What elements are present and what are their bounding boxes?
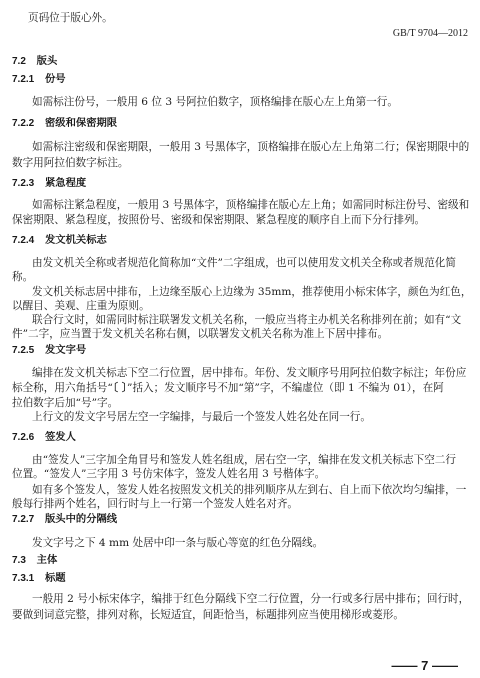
paragraph-line: 由发文机关全称或者规范化简称加“文件”二字组成，也可以使用发文机关全称或者规范化简 [32,257,456,269]
paragraph-line: 如需标注密级和保密期限，一般用 3 号黑体字，顶格编排在版心左上角第二行；保密期限中的 [32,141,470,153]
paragraph-line: 保密期限、紧急程度，按照份号、密级和保密期限、紧急程度的顺序自上而下分行排列。 [12,214,426,226]
standard-number: GB/T 9704—2012 [392,28,468,39]
paragraph-line: 般每行排两个姓名，回行时与上一行第一个签发人姓名对齐。 [12,498,299,510]
section-7-3-heading [12,554,57,567]
section-7-2-5-heading [12,344,86,357]
paragraph-line: 数字用阿拉伯数字标注。 [12,157,129,169]
section-7-2-2-heading [12,117,117,130]
paragraph-line: 由“签发人”三字加全角冒号和签发人姓名组成，居右空一字，编排在发文机关标志下空二行 [32,454,456,466]
paragraph-line: 件”二字，应当置于发文机关名称右侧，以联署发文机关名称为准上下居中排布。 [12,328,389,340]
page-footer [392,658,458,673]
section-7-3-1-heading [12,572,66,585]
section-title: 紧急程度 [45,177,87,189]
section-7-2-1-heading [12,73,66,86]
section-title: 签发人 [45,431,76,443]
section-title: 版头 [36,55,58,67]
paragraph-line: 拉伯数字后加“号”字。 [12,397,119,409]
hexagonal-brackets-glyph: 〔 〕 [112,382,128,394]
section-number: 7.3.1 [12,573,35,584]
section-title: 份号 [45,73,66,85]
section-number: 7.2 [12,56,26,67]
section-number: 7.2.2 [12,118,35,129]
paragraph-line: 上行文的发文字号居左空一字编排，与最后一个签发人姓名处在同一行。 [32,411,371,423]
section-7-2-heading [12,55,57,68]
text-fragment: 标全称，用六角括号“ [12,382,113,394]
footer-dash-right: —— [428,658,458,673]
section-title: 版头中的分隔线 [45,513,118,525]
section-7-2-3-heading [12,177,86,190]
section-number: 7.2.7 [12,514,35,525]
footer-dash-left: —— [391,658,422,673]
section-7-2-4-heading [12,234,107,247]
section-number: 7.2.1 [12,74,35,85]
section-title: 发文字号 [45,344,87,356]
section-title: 发文机关标志 [45,234,107,246]
paragraph-line: 要做到词意完整，排列对称，长短适宜，间距恰当，标题排列应当使用梯形或菱形。 [12,609,404,621]
paragraph-line: 如需标注份号，一般用 6 位 3 号阿拉伯数字，顶格编排在版心左上角第一行。 [32,96,398,108]
top-note: 页码位于版心外。 [28,12,113,24]
paragraph-line: 一般用 2 号小标宋体字，编排于红色分隔线下空二行位置，分一行或多行居中排布；回行时， [32,593,470,605]
paragraph-line: 联合行文时，如需同时标注联署发文机关名称，一般应当将主办机关名称排列在前；如有“文 [32,314,462,326]
paragraph-line: 如有多个签发人，签发人姓名按照发文机关的排列顺序从左到右、自上而下依次均匀编排，一 [32,484,467,496]
section-7-2-6-heading [12,431,76,444]
text-fragment: ”括入；发文顺序号不加“第”字，不编虚位（即 1 不编为 01），在阿 [127,382,444,394]
paragraph-line: 编排在发文机关标志下空二行位置，居中排布。年份、发文顺序号用阿拉伯数字标注；年份应 [32,367,467,379]
section-7-2-7-heading [12,513,117,526]
section-number: 7.2.4 [12,235,35,246]
section-title: 标题 [45,572,66,584]
paragraph-line: 位置。“签发人”三字用 3 号仿宋体字，签发人姓名用 3 号楷体字。 [12,468,326,480]
paragraph-line: 发文机关标志居中排布，上边缘至版心上边缘为 35mm，推荐使用小标宋体字，颜色为红色， [32,286,472,298]
section-number: 7.2.5 [12,345,35,356]
section-title: 密级和保密期限 [45,117,118,129]
paragraph-line: 如需标注紧急程度，一般用 3 号黑体字，顶格编排在版心左上角；如需同时标注份号、密级和 [32,199,470,211]
paragraph-line: 以醒目、美观、庄重为原则。 [12,300,150,312]
page-number: 7 [421,658,429,673]
paragraph-line: 发文字号之下 4 mm 处居中印一条与版心等宽的红色分隔线。 [32,537,324,549]
section-number: 7.2.3 [12,178,35,189]
section-number: 7.2.6 [12,432,35,443]
section-title: 主体 [36,554,58,566]
paragraph-line [12,382,444,395]
paragraph-line: 称。 [12,271,34,283]
section-number: 7.3 [12,555,26,566]
